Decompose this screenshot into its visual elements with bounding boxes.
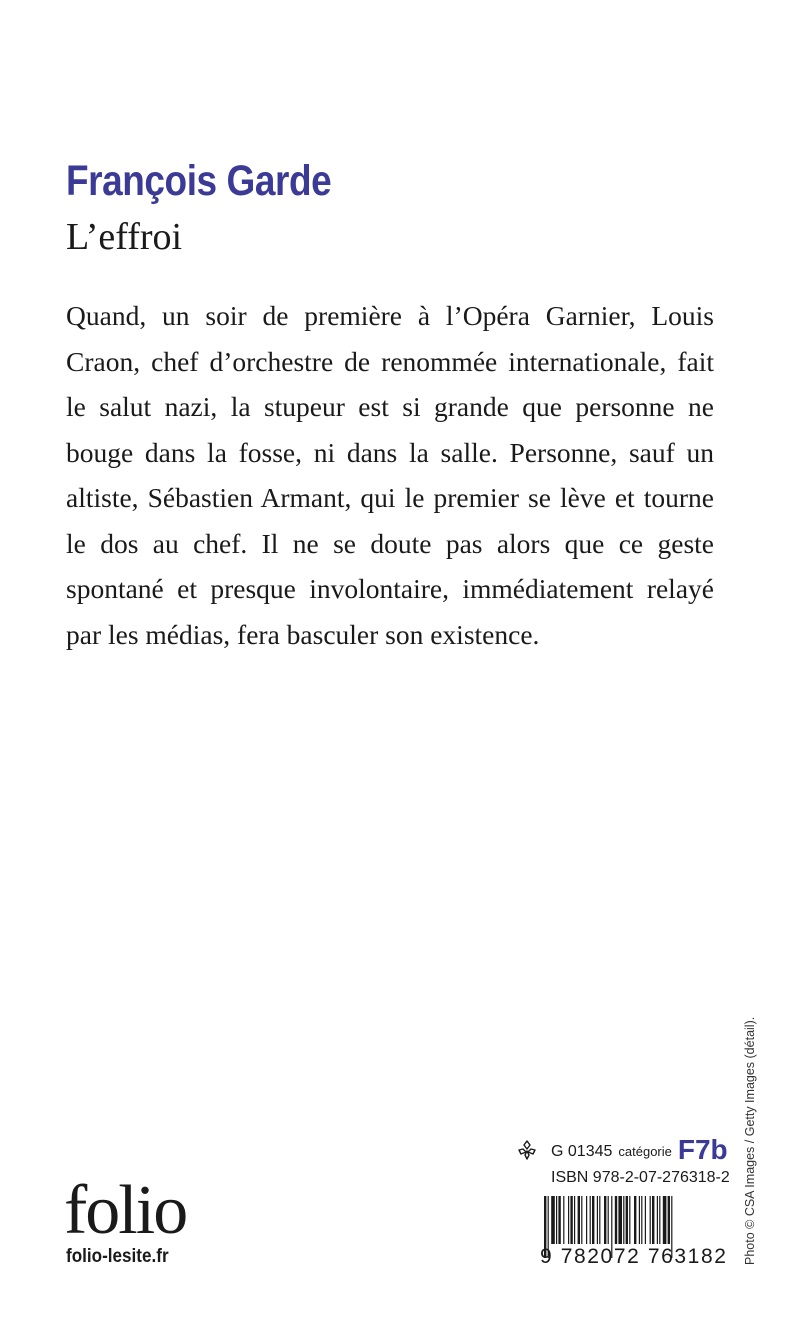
folio-logo: folio <box>64 1172 187 1249</box>
reference-line <box>551 1134 728 1165</box>
gallimard-logo-icon <box>515 1138 539 1162</box>
blurb-text: Quand, un soir de première à l’Opéra Garnier, Louis Craon, chef d’orchestre de renommée internationale, fait le salut nazi, la stupeur est si grande que personne ne bouge dans la fosse, ni dans la salle. Personne, sauf un altiste, Sébastien Armant, qui le premier se lève et tourne le dos au chef. Il ne se doute pas alors que ce geste spontané et presque involontaire, immédiatement relayé par les médias, fera basculer son existence. <box>66 300 714 650</box>
author-name: François Garde <box>66 157 332 205</box>
category-label: catégorie <box>618 1144 672 1159</box>
reference-code: G 01345 <box>551 1143 613 1160</box>
barcode-digits: 9 782072 763182 <box>540 1245 728 1268</box>
category-code: F7b <box>677 1134 728 1165</box>
book-title: L’effroi <box>66 216 183 258</box>
isbn-text: ISBN 978-2-07-276318-2 <box>551 1169 730 1186</box>
publisher-website[interactable]: folio-lesite.fr <box>66 1246 169 1267</box>
photo-credit: Photo © CSA Images / Getty Images (détail). <box>743 1016 757 1265</box>
